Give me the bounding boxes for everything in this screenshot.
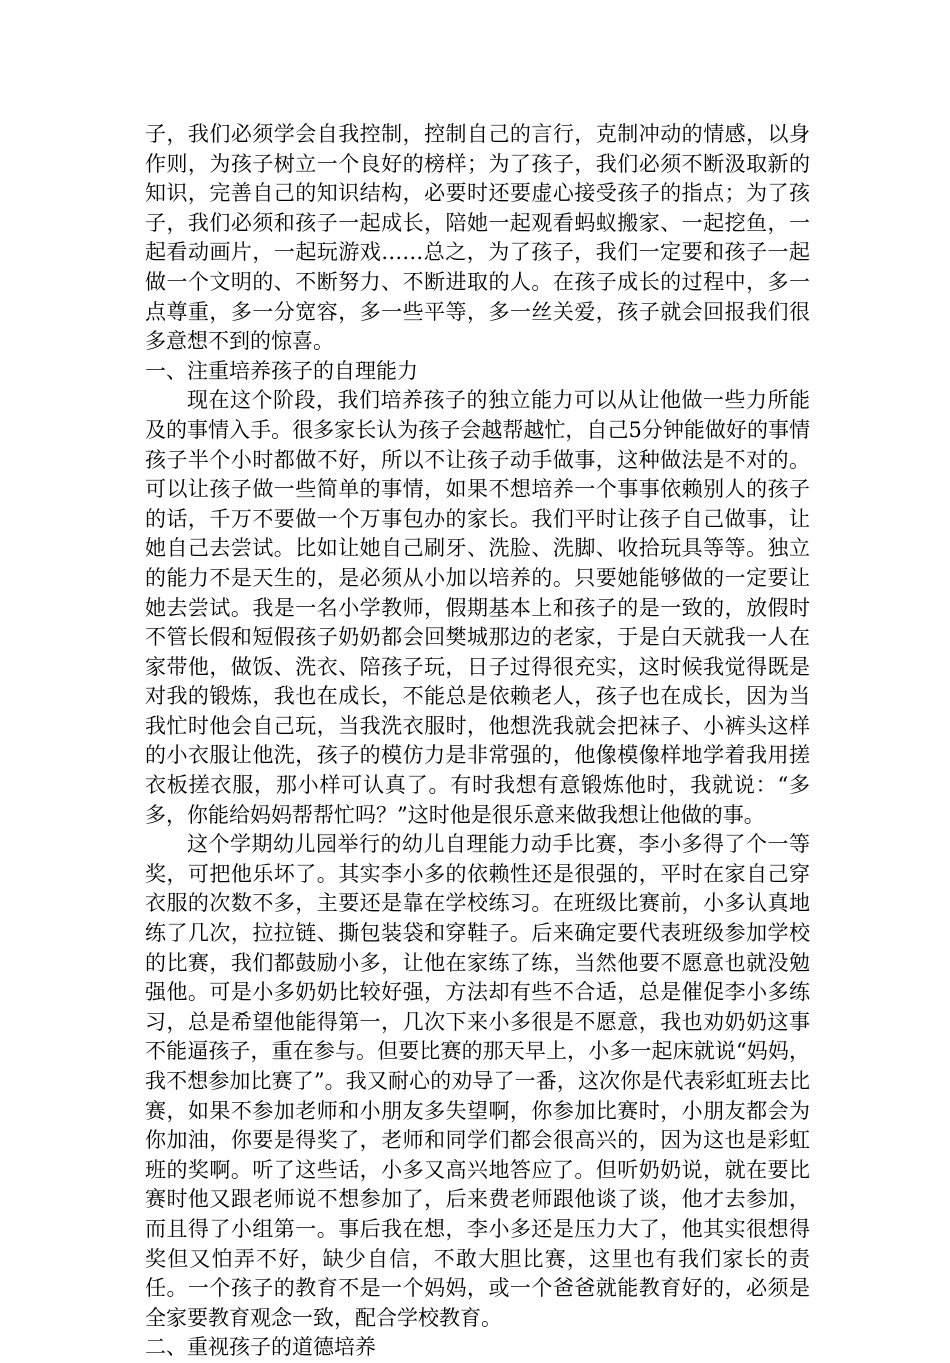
- body-paragraph-continued: 子，我们必须学会自我控制，控制自己的言行，克制冲动的情感，以身作则，为孩子树立一个良好的榜样；为了孩子，我们必须不断汲取新的知识，完善自己的知识结构，必要时还要虚心接受孩子的指点；为了孩子，我们必须和孩子一起成长，陪她一起观看蚂蚁搬家、一起挖鱼，一起看动画片，一起玩游戏……总之，为了孩子，我们一定要和孩子一起做一个文明的、不断努力、不断进取的人。在孩子成长的过程中，多一点尊重，多一分宽容，多一些平等，多一丝关爱，孩子就会回报我们很多意想不到的惊喜。: [145, 122, 810, 354]
- document-page: [145, 120, 810, 1363]
- body-paragraph-competition: 这个学期幼儿园举行的幼儿自理能力动手比赛，李小多得了个一等奖，可把他乐坏了。其实李小多的依赖性还是很强的，平时在家自己穿衣服的次数不多，主要还是靠在学校练习。在班级比赛前，小多认真地练了几次，拉拉链、撕包装袋和穿鞋子。后来确定要代表班级参加学校的比赛，我们都鼓励小多，让他在家练了练，当然他要不愿意也就没勉强他。可是小多奶奶比较好强，方法却有些不合适，总是催促李小多练习，总是希望他能得第一，几次下来小多很是不愿意，我也劝奶奶这事不能逼孩子，重在参与。但要比赛的那天早上，小多一起床就说“妈妈，我不想参加比赛了”。我又耐心的劝导了一番，这次你是代表彩虹班去比赛，如果不参加老师和小朋友多失望啊，你参加比赛时，小朋友都会为你加油，你要是得奖了，老师和同学们都会很高兴的，因为这也是彩虹班的奖啊。听了这些话，小多又高兴地答应了。但听奶奶说，就在要比赛时他又跟老师说不想参加了，后来费老师跟他谈了谈，他才去参加，而且得了小组第一。事后我在想，李小多还是压力大了，他其实很想得奖但又怕弄不好，缺少自信，不敢大胆比赛，这里也有我们家长的责任。一个孩子的教育不是一个妈妈，或一个爸爸就能教育好的，必须是全家要教育观念一致，配合学校教育。: [145, 832, 810, 1330]
- body-paragraph-independence: 现在这个阶段，我们培养孩子的独立能力可以从让他做一些力所能及的事情入手。很多家长认为孩子会越帮越忙，自己5分钟能做好的事情孩子半个小时都做不好，所以不让孩子动手做事，这种做法是不对的。可以让孩子做一些简单的事情，如果不想培养一个事事依赖别人的孩子的话，千万不要做一个万事包办的家长。我们平时让孩子自己做事，让她自己去尝试。比如让她自己刷牙、洗脸、洗脚、收拾玩具等等。独立的能力不是天生的，是必须从小加以培养的。只要她能够做的一定要让她去尝试。我是一名小学教师，假期基本上和孩子的是一致的，放假时不管长假和短假孩子奶奶都会回樊城那边的老家，于是白天就我一人在家带他，做饭、洗衣、陪孩子玩，日子过得很充实，这时候我觉得既是对我的锻炼，我也在成长，不能总是依赖老人，孩子也在成长，因为当我忙时他会自己玩，当我洗衣服时，他想洗我就会把袜子、小裤头这样的小衣服让他洗，孩子的模仿力是非常强的，他像模像样地学着我用搓衣板搓衣服，那小样可认真了。有时我想有意锻炼他时，我就说：“多多，你能给妈妈帮帮忙吗？”这时他是很乐意来做我想让他做的事。: [145, 388, 810, 827]
- section-heading-moral-education: 二、重视孩子的道德培养: [145, 1335, 376, 1360]
- section-heading-self-care: 一、注重培养孩子的自理能力: [145, 358, 418, 383]
